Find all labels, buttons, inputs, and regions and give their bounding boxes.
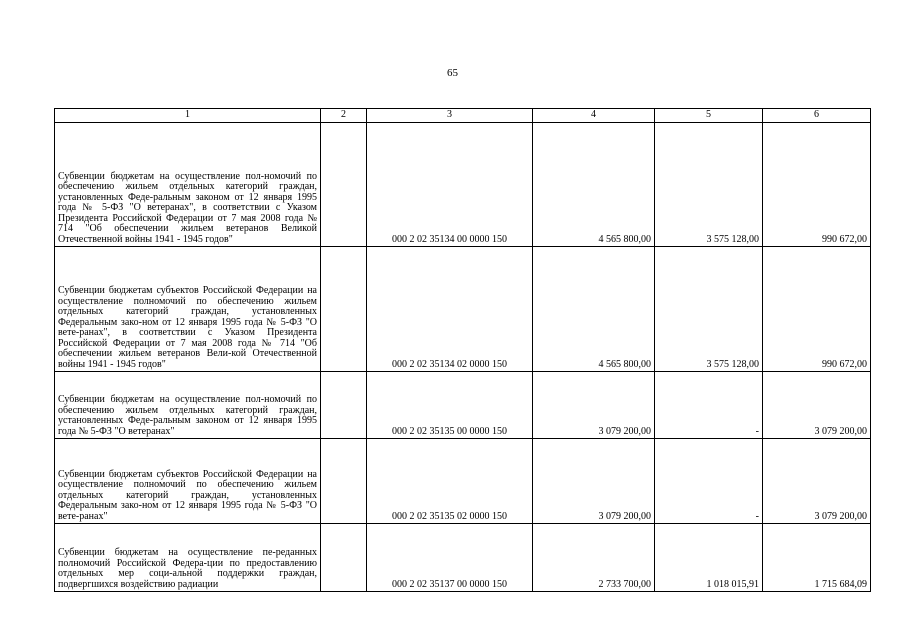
table-row xyxy=(55,524,871,592)
row-col4-amount: 3 079 200,00 xyxy=(533,372,655,439)
row-col4-amount: 2 733 700,00 xyxy=(533,524,655,592)
table-row xyxy=(55,123,871,247)
column-header-1: 1 xyxy=(55,109,321,123)
row-col5-amount: 3 575 128,00 xyxy=(655,123,763,247)
row-col4-amount: 3 079 200,00 xyxy=(533,439,655,524)
row-col2 xyxy=(321,123,367,247)
table-header xyxy=(55,109,871,123)
column-header-4: 4 xyxy=(533,109,655,123)
row-description: Субвенции бюджетам субъектов Российской Федерации на осуществление полномочий по обеспечению жильем отдельных категорий граждан, установленных Федеральным зако-ном от 12 января 1995 года № 5-ФЗ "О вете-ранах" xyxy=(55,439,321,524)
row-col4-amount: 4 565 800,00 xyxy=(533,123,655,247)
table-row xyxy=(55,247,871,372)
row-description: Субвенции бюджетам на осуществление пе-реданных полномочий Российской Федера-ции по предоставлению отдельных мер соци-альной поддержки граждан, подвергшихся воздействию радиации xyxy=(55,524,321,592)
row-budget-code: 000 2 02 35137 00 0000 150 xyxy=(367,524,533,592)
row-col2 xyxy=(321,247,367,372)
row-col5-amount: 3 575 128,00 xyxy=(655,247,763,372)
row-description: Субвенции бюджетам на осуществление пол-номочий по обеспечению жильем отдельных категорий граждан, установленных Феде-ральным законом от 12 января 1995 года № 5-ФЗ "О ветеранах", в соответствии с Указом Президента Российской Федерации от 7 мая 2008 года № 714 "Об обеспечении жильем ветеранов Великой Отечественной войны 1941 - 1945 годов" xyxy=(55,123,321,247)
row-description: Субвенции бюджетам субъектов Российской Федерации на осуществление полномочий по обеспечению жильем отдельных категорий граждан, установленных Федеральным зако-ном от 12 января 1995 года № 5-ФЗ "О вете-ранах", в соответствии с Указом Президента Российской Федерации от 7 мая 2008 года № 714 "Об обеспечении жильем ветеранов Вели-кой Отечественной войны 1941 - 1945 годов" xyxy=(55,247,321,372)
column-header-6: 6 xyxy=(763,109,871,123)
row-col5-amount: - xyxy=(655,372,763,439)
row-budget-code: 000 2 02 35135 00 0000 150 xyxy=(367,372,533,439)
row-col5-amount: 1 018 015,91 xyxy=(655,524,763,592)
row-budget-code: 000 2 02 35134 02 0000 150 xyxy=(367,247,533,372)
budget-table xyxy=(54,108,871,592)
row-description: Субвенции бюджетам на осуществление пол-номочий по обеспечению жильем отдельных категорий граждан, установленных Феде-ральным законом от 12 января 1995 года № 5-ФЗ "О ветеранах" xyxy=(55,372,321,439)
column-header-3: 3 xyxy=(367,109,533,123)
row-budget-code: 000 2 02 35135 02 0000 150 xyxy=(367,439,533,524)
header-row xyxy=(55,109,871,123)
row-col6-amount: 3 079 200,00 xyxy=(763,439,871,524)
row-col4-amount: 4 565 800,00 xyxy=(533,247,655,372)
row-col6-amount: 3 079 200,00 xyxy=(763,372,871,439)
row-col6-amount: 990 672,00 xyxy=(763,123,871,247)
page-number: 65 xyxy=(447,67,458,79)
table-row xyxy=(55,439,871,524)
row-col2 xyxy=(321,439,367,524)
column-header-2: 2 xyxy=(321,109,367,123)
row-col2 xyxy=(321,372,367,439)
row-budget-code: 000 2 02 35134 00 0000 150 xyxy=(367,123,533,247)
row-col2 xyxy=(321,524,367,592)
row-col5-amount: - xyxy=(655,439,763,524)
table-row xyxy=(55,372,871,439)
row-col6-amount: 1 715 684,09 xyxy=(763,524,871,592)
table-body xyxy=(55,123,871,592)
row-col6-amount: 990 672,00 xyxy=(763,247,871,372)
column-header-5: 5 xyxy=(655,109,763,123)
